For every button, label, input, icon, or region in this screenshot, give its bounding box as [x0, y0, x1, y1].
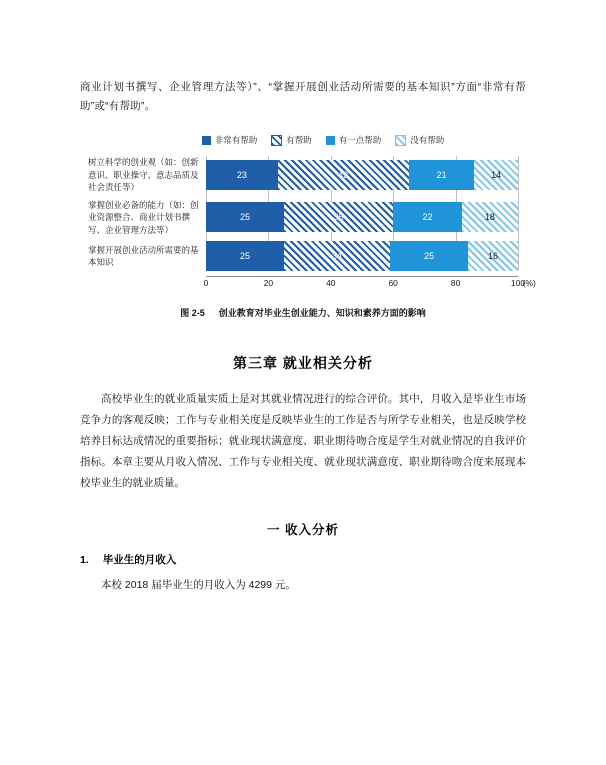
bar-segment	[206, 202, 284, 232]
segment-value: 16	[488, 251, 499, 261]
axis-unit-label: (%)	[522, 278, 536, 288]
legend-label: 有一点帮助	[338, 135, 382, 145]
bar-segment	[390, 241, 468, 271]
bar-segment	[206, 241, 284, 271]
segment-value: 21	[436, 169, 447, 180]
axis-tick-label: 100	[510, 278, 526, 288]
segment-value: 14	[491, 169, 502, 180]
legend-label: 没有帮助	[410, 135, 445, 145]
bar-segment	[284, 202, 393, 232]
bar-segment	[474, 160, 518, 190]
subsection-paragraph: 本校 2018 届毕业生的月收入为 4299 元。	[101, 579, 296, 591]
category-label: 掌握开展创业活动所需要的基本知识	[88, 244, 199, 267]
legend-swatch-you-yi-dian-bang-zhu	[326, 136, 335, 145]
segment-value: 42	[338, 169, 349, 180]
stacked-bar-chart	[88, 156, 536, 292]
axis-tick-label: 60	[388, 278, 398, 288]
segment-value: 25	[239, 251, 250, 261]
chart-row	[88, 241, 518, 271]
stacked-bar	[206, 160, 518, 190]
segment-value: 34	[332, 251, 343, 261]
bar-segment	[206, 160, 278, 190]
top-paragraph: 商业计划书撰写、企业管理方法等）”、“掌握开展创业活动所需要的基本知识”方面“非常有帮助”或“有帮助”。	[80, 81, 526, 112]
chart-x-axis	[88, 276, 536, 292]
bar-segment	[284, 241, 390, 271]
legend-item	[326, 134, 382, 146]
chart-row	[88, 199, 518, 237]
figure-number: 图 2-5	[180, 308, 205, 318]
legend-swatch-you-bang-zhu	[271, 135, 282, 146]
axis-tick-label: 0	[203, 278, 209, 288]
section-title: 一 收入分析	[267, 523, 339, 537]
category-label: 树立科学的创业观（如：创新意识、职业操守、意志品质及社会责任等）	[88, 157, 199, 192]
subsection-title: 毕业生的月收入	[102, 554, 177, 566]
axis-ticks	[203, 276, 536, 292]
bar-segment	[393, 202, 462, 232]
segment-value: 25	[239, 212, 250, 223]
category-label: 掌握创业必备的能力（如：创业资源整合、商业计划书撰写、企业管理方法等）	[88, 199, 199, 235]
chart-row	[88, 156, 518, 194]
axis-tick-label: 80	[450, 278, 461, 288]
legend-item	[202, 134, 258, 146]
bar-area	[206, 160, 518, 190]
axis-tick-label: 40	[326, 278, 336, 288]
chart-legend	[80, 134, 526, 146]
axis-tick-label: 20	[263, 278, 274, 288]
bar-segment	[468, 241, 518, 271]
segment-value: 25	[424, 251, 435, 261]
legend-label: 非常有帮助	[214, 135, 258, 145]
legend-swatch-mei-you-bang-zhu	[395, 135, 406, 146]
bar-area	[206, 202, 518, 232]
segment-value: 35	[333, 212, 344, 223]
segment-value: 18	[484, 212, 495, 223]
figure-caption-text: 创业教育对毕业生创业能力、知识和素养方面的影响	[218, 308, 426, 318]
legend-swatch-non-chang-you-bang-zhu	[202, 136, 211, 145]
chapter-title: 第三章 就业相关分析	[233, 355, 373, 371]
legend-item	[395, 134, 444, 146]
subsection-number: 1.	[80, 554, 89, 566]
axis-line	[206, 276, 518, 277]
segment-value: 23	[236, 169, 247, 180]
segment-value: 22	[422, 212, 433, 223]
bar-area	[206, 241, 518, 271]
legend-item	[271, 134, 312, 146]
legend-label: 有帮助	[286, 135, 312, 145]
stacked-bar	[206, 202, 518, 232]
bar-segment	[409, 160, 475, 190]
stacked-bar	[206, 241, 518, 271]
subsection-heading	[80, 552, 526, 567]
chapter-paragraph: 高校毕业生的就业质量实质上是对其就业情况进行的综合评价。其中，月收入是毕业生市场竞争力的客观反映；工作与专业相关度是反映毕业生的工作是否与所学专业相关，也是反映学校培养目标达成情况的重要指标；就业现状满意度、职业期待吻合度是学生对就业情况的自我评价指标。本章主要从月收入情况、工作与专业相关度、就业现状满意度、职业期待吻合度来展现本校毕业生的就业质量。	[80, 393, 526, 489]
bar-segment	[278, 160, 409, 190]
bar-segment	[462, 202, 518, 232]
figure-caption	[80, 306, 526, 319]
